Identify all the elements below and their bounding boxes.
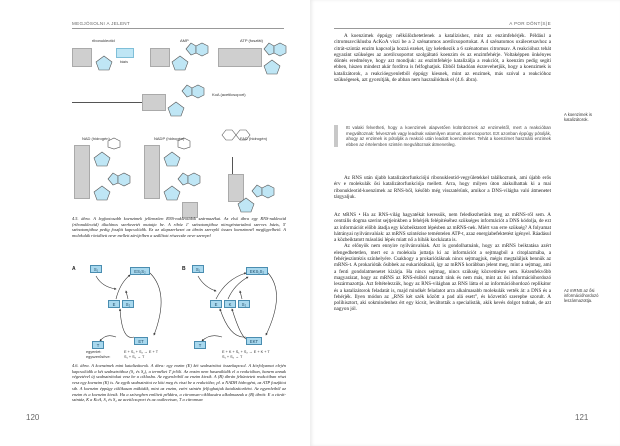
node-s2: S₂ xyxy=(238,300,250,308)
ribose-ring xyxy=(162,150,182,170)
label-koa: KoA (acetilcsoport) xyxy=(212,92,246,97)
paragraph: Az RNS után újabb katalizátorfunkciójú ribonukleotid-vegyületekkel találkoztunk, ami újabb erős érv e molekulák ősi katalizátorfunkciója mellett. Arra, hogy milyen úton alakulhattak ki a mai ribonukleotid-koenzimek az RNS-ből, később még visszatérünk, amikor a DNS-világba való átmenetet tárgyaljuk. xyxy=(334,175,551,200)
figure-4-5-caption: 4.5. ábra. A legfontosabb koenzimek jellemzően RNS-nukleotidok származékai. Az első ábra egy RNS-nukleotid (ribonukleotid) általános szerkezetét mutatja be. A ribóz 1' szénatomjához nitrogéntartalmú szerves bázis, 5' szénatomjához pedig foszfát kapcsolódik. Ez az alapszerkezet az ábrán szereplő összes koenzimnél megfigyelhető. A molekulák rövidített neve mellett zárójelben a szállított részecske neve szerepel xyxy=(72,216,286,239)
label-nad: NAD (hidrogén) xyxy=(82,136,110,141)
adenine-ring xyxy=(106,170,132,188)
phosphate-group xyxy=(150,48,170,67)
ribose-ring xyxy=(94,54,114,74)
node-k: K xyxy=(224,300,236,308)
paragraph xyxy=(334,212,551,243)
base-box xyxy=(116,48,134,64)
figure-4-6-caption: 4.6. ábra. A koenzimek mint katalizátorok. A ábra: egy enzim (E) két szubsztrátot összekapcsol. A körfolyamat elején kapcsolódik a két szubsztráthoz (S₁ és S₂), a terméket T jelöli. Az enzim nem használódik el a reakcióban, hanem annak végeztével új szubsztrátokat vesz be a ciklusba. Az egyenletből az enzim kiesik. A (B) ábrán feltüntetett reakcióban részt vesz egy koenzim (K) is. Az egyik szubsztrátot ez köti meg és viszi be a reakcióba; pl. a NADH hidrogént, az ATP foszfátot stb. A koenzim éppúgy ciklikusan működik, mint az enzim, ezért szintén felfoghatjuk katalizátorként. Az egyenletből az enzim és a koenzim kiesik. Ha a szövegben említett példára, a citromsav-ciklikusára alkalmazzuk a (B) ábrát: E a citrát-szintáz, K a KoA, S₁ és S₂ az acetilcsoport és az oxálecetsav, T a citromsav xyxy=(72,363,286,403)
header-rule xyxy=(334,28,551,29)
diphosphate-group xyxy=(74,145,90,199)
adenine-ring xyxy=(250,182,276,200)
node-t: T xyxy=(194,341,206,349)
margin-note: Az mRNS az ősi információhordozó leszármazottja. xyxy=(564,288,599,303)
node-s1: S₁ xyxy=(192,265,204,273)
running-head: MEGJÓSOLNI A JELENT xyxy=(72,21,131,26)
node-s2: S₂ xyxy=(122,300,134,308)
equation-label: egyszerűsítve: xyxy=(86,355,111,359)
label-amp: AMP xyxy=(180,38,189,43)
label-nadp: NADP (hidrogén) xyxy=(154,136,185,141)
pantetheine-chain xyxy=(72,102,142,103)
paragraph-text: • Ha az RNS-világ hagyatékát keressük, nem feledkezhetünk meg az mRNS-ről sem. A centrális dogma szerint sejtjeinkben a fehérjék felépítéséhez szükséges információt a DNS kódolja, de ezt az információt előbb átadja egy közbeiktatott lépésben az mRNS-nek. Miért van erre szükség? A folyamat hátrányai nyilvánvalóak: az mRNS szintézise teméntelen ATP-t, azaz energiabefektetést igényel. Ráadásul a közbeiktatott másolási lépés miatt nő a hibák kockázata is. xyxy=(334,212,551,244)
nicotinamide-ring xyxy=(106,136,122,150)
flavin-ring xyxy=(220,128,256,142)
node-eks1s2: EKS₁S₂ xyxy=(246,267,268,275)
boxed-note: Itt valaki felvetheti, hogy a koenzimek alapvetően különböznek az enzimektől, mert a reakcióban megváltoznak: felvesznek vagy leadnak valamilyen atomot, atomcsoportot. Ezt azonban éppúgy pótolják, ahogy az enzimek is pótolják a reakció után leadott koenzimeket. Tehát a koenzimet használó enzimek ebben az értelemben szintén megváltoznak átmenetileg. xyxy=(334,125,551,147)
label-ribonucleotide: ribonukleotid xyxy=(92,38,115,43)
ribose-ring xyxy=(262,58,282,78)
body-text-block xyxy=(334,33,551,83)
node-es1s2: ES₁S₂ xyxy=(130,267,150,275)
node-ekt: EKT xyxy=(246,337,262,345)
diphosphate-group xyxy=(144,145,160,199)
adenine-ring xyxy=(180,82,206,100)
adenine-ring xyxy=(176,170,202,188)
body-text-block xyxy=(334,175,551,200)
diagram-panel-b xyxy=(182,263,282,363)
equation: S₁ + S₂ → T xyxy=(222,355,243,359)
diphosphate-group xyxy=(142,94,166,111)
adenine-ring xyxy=(262,40,288,58)
right-page xyxy=(310,0,620,446)
panel-letter: A xyxy=(72,266,76,272)
node-s1: S₁ xyxy=(90,265,102,273)
figure-coenzymes xyxy=(72,32,286,222)
equation: E + S₁ + S₂ → E + T xyxy=(124,350,159,354)
label-atp: ATP (foszfát) xyxy=(240,38,263,43)
label-base: bázis xyxy=(120,60,128,64)
adenine-ring xyxy=(184,40,210,58)
triphosphate-group xyxy=(218,48,262,67)
running-head: A POR DÖNT(S)E xyxy=(509,21,551,26)
equation-label: egyenlet: xyxy=(86,350,102,354)
equation: E + K + S₁ + S₂ → E + K + T xyxy=(222,350,270,354)
header-rule xyxy=(72,28,284,29)
page-number: 121 xyxy=(575,413,589,422)
page-number: 120 xyxy=(26,413,40,422)
node-t: T xyxy=(92,341,104,349)
diagram-panel-a xyxy=(72,263,172,363)
margin-note: A koenzimek is katalizátorok. xyxy=(564,112,592,122)
cycle-arrows xyxy=(72,263,172,363)
paragraph: A koenzimek éppúgy nélkülözhetetlenek a katalízishez, mint az enzimfehérjék. Például a citromsavciklusba AcKoA viszi be a 2 szénatomos acetilcsoportokat. A 4 szénatomos oxálecetsavhoz a citrát-szintáz enzim kapcsolja hozzá ezeket, így keletkezik a 6 szénatomos citromsav. A reakcióhoz tehát egyaránt szükséges az acetilcsoportot szolgáltató koenzim és az enzimfehérje. Voltaképpen önkényes döntés eredménye, hogy azt mondjuk: az enzimfehérje katalizálja a reakciót, a koenzim pedig segíti ebben, hiszen mindezt akár fordítva is felfoghatjuk. Ebből fakadóan észrevehetjük, hogy a koenzimek is katalizátorok, a reakcióegyenletből éppúgy kiesnek, mint az enzimek, más szóval a reakcióhoz szükségesek, azt gyorsítják, de abban nem használódnak el (4.6. ábra). xyxy=(334,33,551,84)
ribose-ring xyxy=(166,100,186,120)
equation: S₁ + S₂ → T xyxy=(124,355,145,359)
panel-letter: B xyxy=(182,266,186,272)
phosphate-group xyxy=(72,48,92,67)
section-lead: Az mRNS xyxy=(334,212,357,218)
nicotinamide-ring xyxy=(176,136,192,150)
ribose-ring xyxy=(92,150,112,170)
paragraph: Az előnyök nem ennyire nyilvánvalóak. Azt is gondolhatnánk, hogy az mRNS beiktatása azért elengedhetetlen, mert ez a molekula juttatja ki az információt a sejtmagból a citoplazmába, a fehérjeszintézis színhelyére. Csakhogy a prokariótáknak nincs sejtmagjuk, mégis megtaláljuk bennük az mRNS-t. A prokarióták ősibbek az eukariótáknál, így az mRNS korábban jelent meg, mint a sejtmag, ami a fenti gondolatmenetet kizárja. Ha nincs sejtmag, nincs szükség közvetítésre sem. Kézenfekvőbb magyarázat, hogy az mRNS az RNS-érából maradt ránk és nem más, mint az ősi információhordozó leszármazottja. Azt feltételezzük, hogy az RNS-világban az RNS látta el az információhordozó replikátor és a katalizátorok feladatát is, majd mindkét feladatot arra alkalmasabb molekulák vették át: a DNS és a fehérjék. Ilyen módon az „RNS két szék között a pad alá esett”, és közvetítő szerepbe szorult. A polihisztort, aki sokmindenhez ért egy kicsit, leváltották a specialisták, akik kevés dolgot tudnak, de azt nagyon jól. xyxy=(334,243,551,313)
label-fad: FAD (hidrogén) xyxy=(240,136,268,141)
node-et: ET xyxy=(134,337,148,345)
node-e: E xyxy=(210,300,222,308)
body-text-block xyxy=(334,212,551,313)
node-e: E xyxy=(108,300,120,308)
